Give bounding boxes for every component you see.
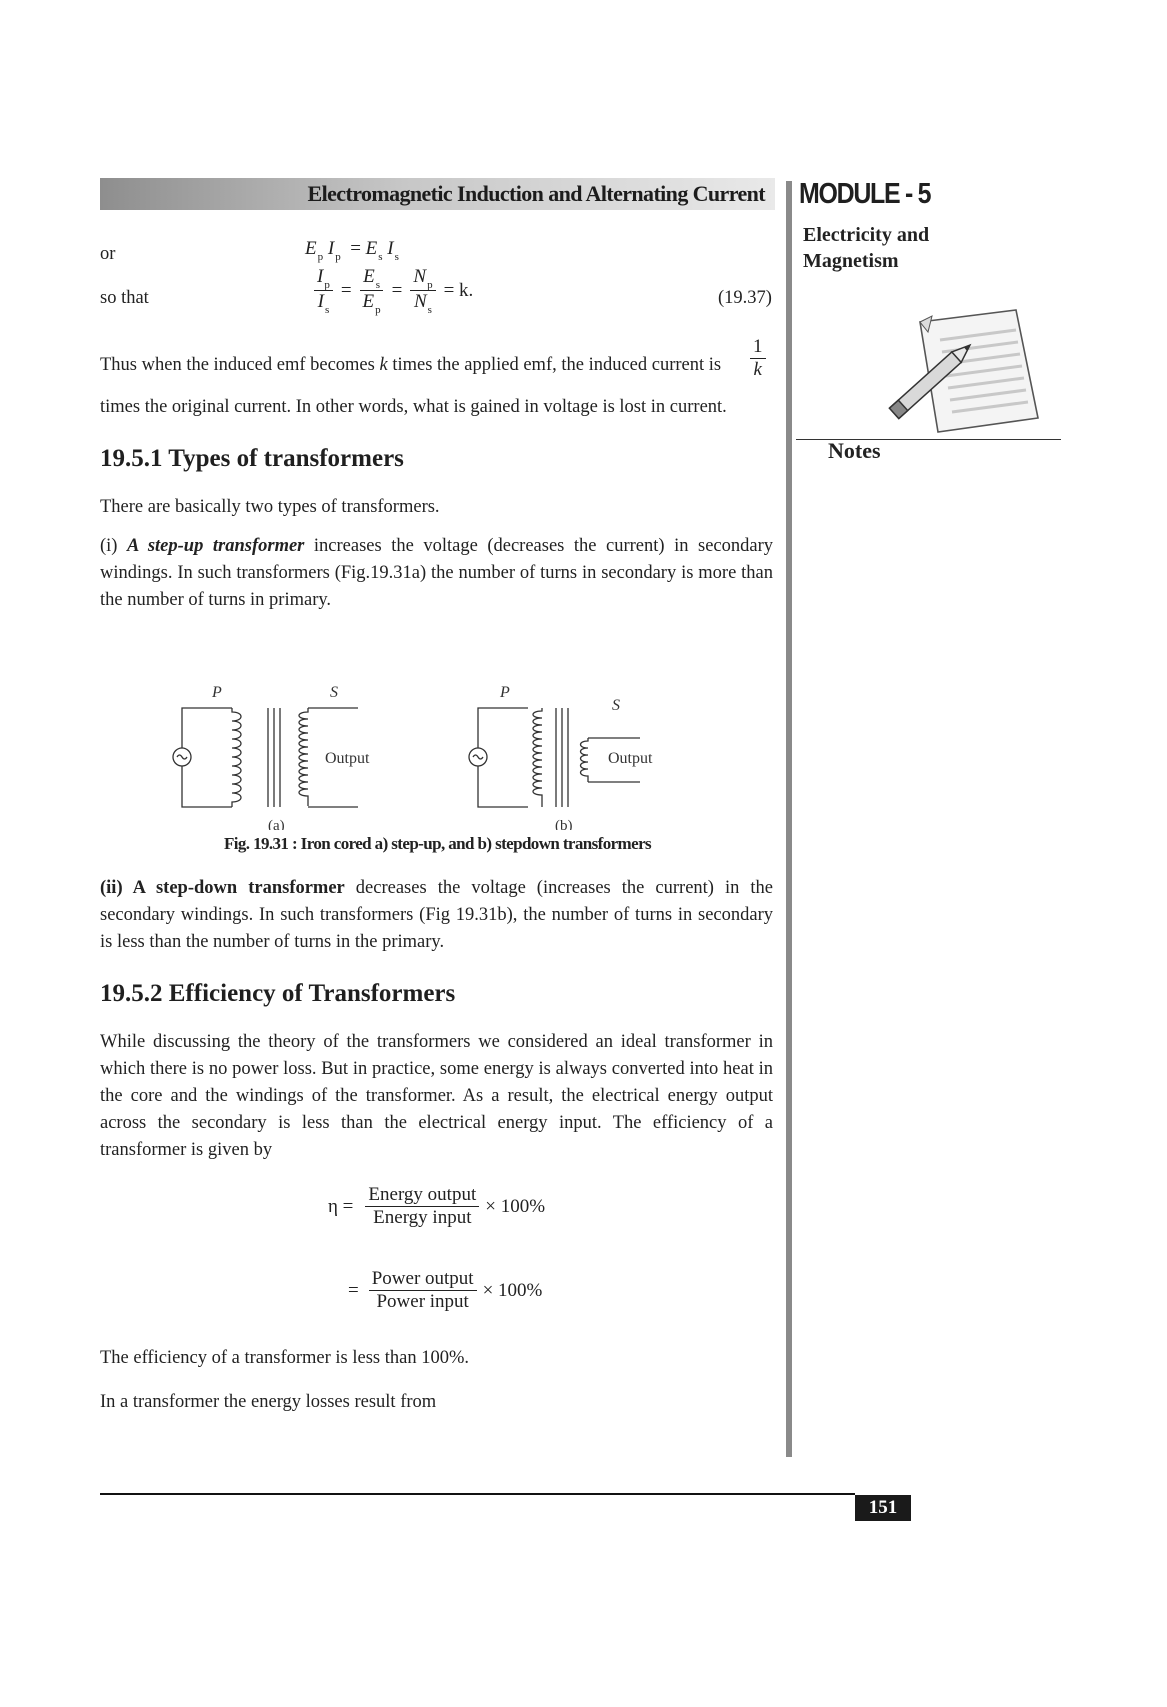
figure-caption: Fig. 19.31 : Iron cored a) step-up, and b) stepdown transformers <box>223 834 652 853</box>
para1-k: k <box>379 355 388 375</box>
energy-losses-intro: In a transformer the energy losses result from <box>100 1392 437 1412</box>
secondary-coil-a <box>299 708 308 806</box>
efficiency-paragraph: While discussing the theory of the transformers we considered an ideal transformer in which there is no power loss. But in practice, some energy is always converted into heat in the core and the windings of the transformer. As a result, the electrical energy output across the secondary is less than the electrical energy input. The efficiency of a transformer is given by <box>100 1032 773 1160</box>
eq1-times100: × 100% <box>485 1195 546 1217</box>
paragraph-emf-cont: times the original current. In other words, what is gained in voltage is lost in current. <box>100 397 727 417</box>
eq1-numerator: Energy output <box>365 1184 479 1207</box>
secondary-coil-b <box>581 738 589 782</box>
item1-rest: increases the voltage (decreases the current) in secondary windings. In such transformers (Fig.19.31a) the number of turns in secondary is more than the number of turns in primary. <box>100 536 774 610</box>
label-s-b: S <box>612 697 620 714</box>
module-subject-line2: Magnetism <box>803 250 899 272</box>
frac-numerator: 1 <box>750 336 766 359</box>
paragraph-emf <box>100 352 773 379</box>
heading-19-5-1: 19.5.1 Types of transformers <box>100 445 404 472</box>
output-label-b: Output <box>608 750 653 767</box>
equation-number: (19.37) <box>718 288 772 308</box>
item1-bold: A step-up transformer <box>127 536 305 556</box>
frac-denominator: k <box>753 359 762 380</box>
sub-label-b: (b) <box>555 818 573 830</box>
equation-ep-ip: $E_p$ $I_p = E_s$ $I_s$ <box>305 238 399 263</box>
notes-pencil-icon <box>876 306 1046 441</box>
para1-text-b: times the applied emf, the induced current is <box>387 355 722 375</box>
module-title: MODULE - 5 <box>799 178 931 210</box>
item2-bold: (ii) A step-down transformer <box>100 878 345 898</box>
or-label: or <box>100 244 116 264</box>
step-down-diagram <box>469 684 653 830</box>
efficiency-less-than: The efficiency of a transformer is less than 100%. <box>100 1348 470 1368</box>
sub-label-a: (a) <box>268 818 285 830</box>
equation-ratio: $\frac{I_p}{I_s}$ = $\frac{E_s}{E_p}$ = $\frac{N_p}{N_s}$ = k. <box>314 266 473 315</box>
item2-rest: decreases the voltage (increases the current) in the secondary windings. In such transformers (Fig 19.31b), the number of turns in secondary is less than the number of turns in the primary. <box>100 878 773 952</box>
label-p-b: P <box>500 684 510 701</box>
label-p-a: P <box>212 684 222 701</box>
so-that-label: so that <box>100 288 149 308</box>
margin-divider <box>786 181 792 1457</box>
primary-coil-b <box>533 708 542 807</box>
notes-label: Notes <box>828 438 881 463</box>
eq1-denominator: Energy input <box>373 1207 472 1228</box>
module-subject <box>803 222 929 274</box>
module-subject-line1: Electricity and <box>803 224 930 246</box>
equals-k: = k. <box>443 279 474 301</box>
output-label-a: Output <box>325 750 370 767</box>
item1-prefix: (i) <box>100 536 127 556</box>
label-s-a: S <box>330 684 338 701</box>
step-up-paragraph <box>100 533 773 614</box>
eq2-times100: × 100% <box>482 1279 543 1301</box>
efficiency-equation-1 <box>328 1184 545 1229</box>
eq2-numerator: Power output <box>369 1268 477 1291</box>
types-intro: There are basically two types of transformers. <box>100 497 440 517</box>
step-down-paragraph <box>100 875 773 956</box>
one-over-k-fraction <box>750 336 766 381</box>
eta-symbol: η = <box>328 1195 354 1217</box>
primary-coil-a <box>232 708 241 807</box>
para1-text-a: Thus when the induced emf becomes <box>100 355 380 375</box>
eq2-denominator: Power input <box>376 1291 469 1312</box>
step-up-diagram <box>173 684 370 830</box>
header-band <box>100 178 775 210</box>
eq2-equals: = <box>348 1279 359 1301</box>
transformer-figure <box>160 680 680 835</box>
efficiency-equation-2 <box>348 1268 542 1313</box>
page-number: 151 <box>855 1495 911 1521</box>
heading-19-5-2: 19.5.2 Efficiency of Transformers <box>100 980 456 1007</box>
footer-rule <box>100 1493 855 1495</box>
chapter-title: Electromagnetic Induction and Alternating Current <box>307 181 765 206</box>
